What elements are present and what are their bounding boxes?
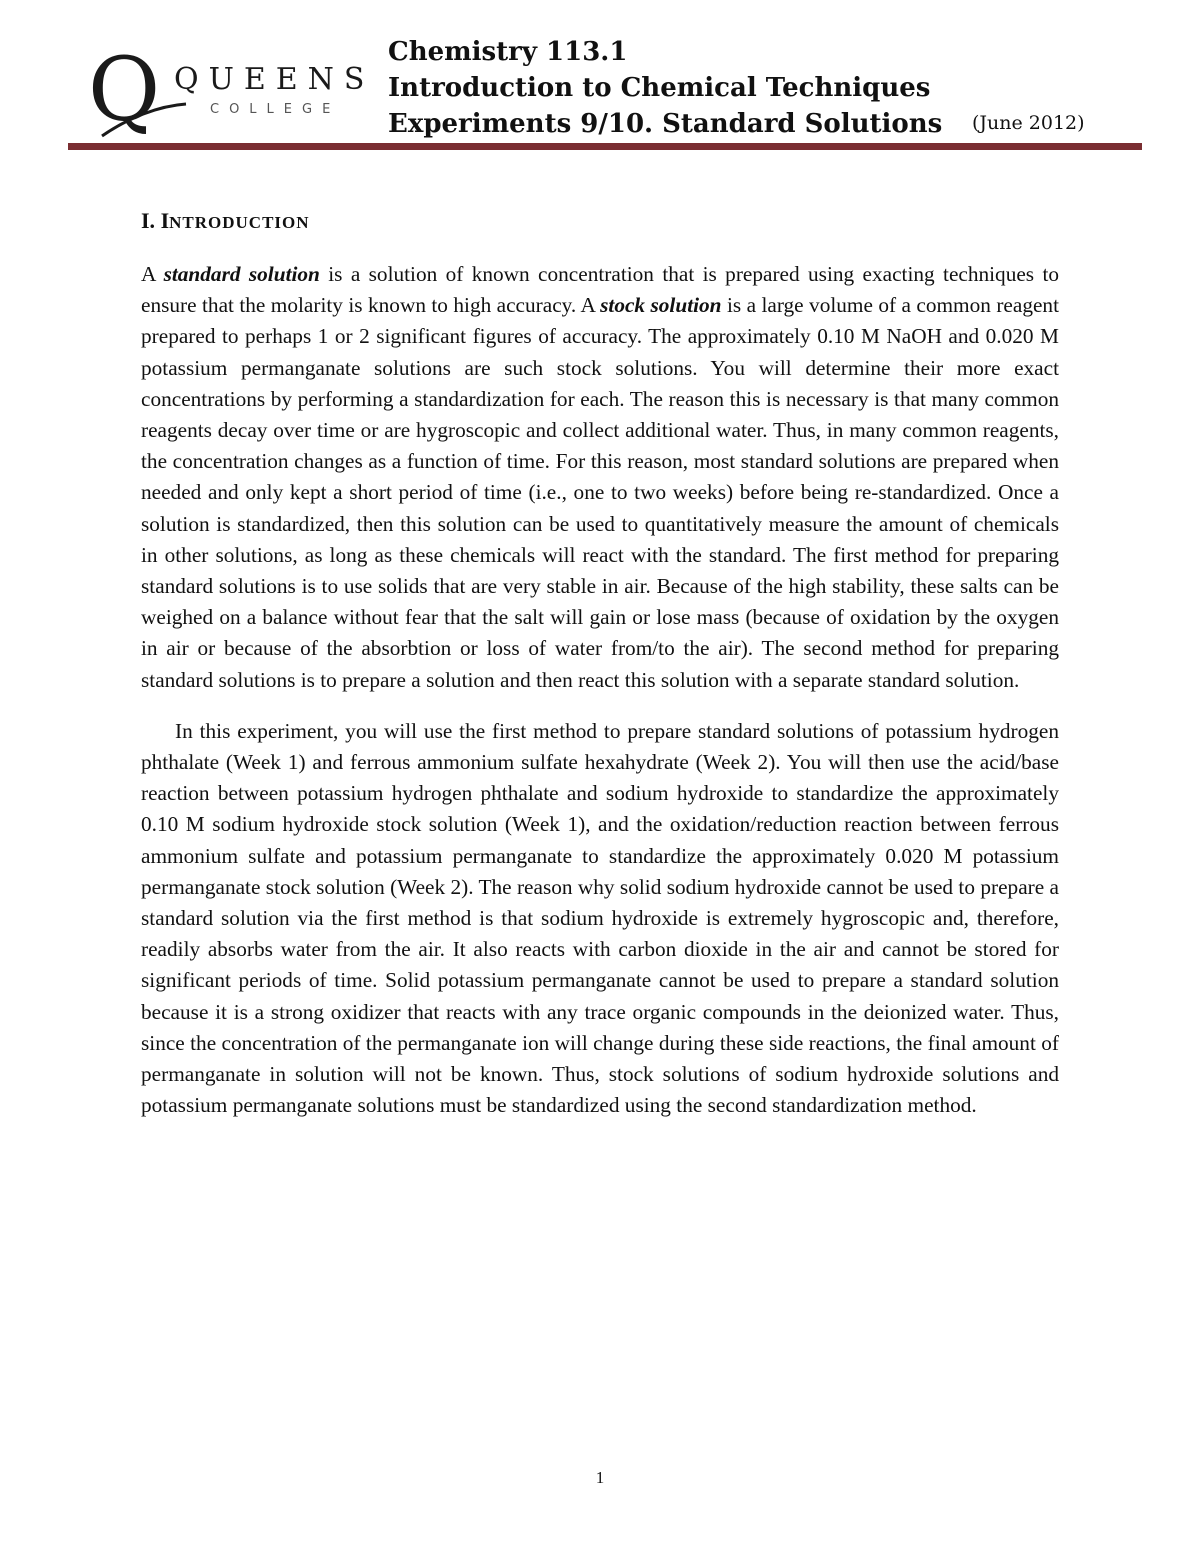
- section-numeral: I.: [141, 208, 156, 233]
- page-number: 1: [595, 1468, 605, 1487]
- queens-college-logo: [88, 48, 378, 148]
- experiment-title: Experiments 9/10. Standard Solutions: [388, 109, 943, 139]
- document-date: (June 2012): [972, 112, 1085, 134]
- q-logo-mark-icon: [88, 48, 188, 148]
- course-number: Chemistry 113.1: [388, 37, 628, 67]
- paragraph: In this experiment, you will use the first method to prepare standard solutions of potassium hydrogen phthalate (Week 1) and ferrous ammonium sulfate hexahydrate (Week 2). You will then use the acid/base reaction between potassium hydrogen phthalate and sodium hydroxide to standardize the approximately 0.10 M sodium hydroxide stock solution (Week 1), and the oxidation/reduction reaction between ferrous ammonium sulfate and potassium permanganate to standardize the approximately 0.020 M potassium permanganate stock solution (Week 2). The reason why solid sodium hydroxide cannot be used to prepare a standard solution via the first method is that sodium hydroxide is extremely hygroscopic and, therefore, readily absorbs water from the air. It also reacts with carbon dioxide in the air and cannot be stored for significant periods of time. Solid potassium permanganate cannot be used to prepare a standard solution because it is a strong oxidizer that reacts with any trace organic compounds in the deionized water. Thus, since the concentration of the permanganate ion will change during these side reactions, the final amount of permanganate in solution will not be known. Thus, stock solutions of sodium hydroxide solutions and potassium permanganate solutions must be standardized using the second standardization method.: [141, 718, 1059, 1118]
- logo-subword: COLLEGE: [210, 102, 341, 117]
- header-divider: [68, 143, 1142, 150]
- section-title-rest: NTRODUCTION: [169, 213, 310, 232]
- term-stock-solution: stock solution: [600, 293, 722, 318]
- paragraph-text: is a large volume of a common reagent prepared to perhaps 1 or 2 significant figures of accuracy. The approximately 0.10 M NaOH and 0.020 M potassium permanganate solutions are such stock solutions. You will determine their more exact concentrations by performing a standardization for each. The reason this is necessary is that many common reagents decay over time or are hygroscopic and collect additional water. Thus, in many common reagents, the concentration changes as a function of time. For this reason, most standard solutions are prepared when needed and only kept a short period of time (i.e., one to two weeks) before being re-standardized. Once a solution is standardized, then this solution can be used to quantitatively measure the amount of chemicals in other solutions, as long as these chemicals will react with the standard. The first method for preparing standard solutions is to use solids that are very stable in air. Because of the high stability, these salts can be weighed on a balance without fear that the salt will gain or lose mass (because of oxidation by the oxygen in air or because of the absorbtion or loss of water from/to the air). The second method for preparing standard solutions is to prepare a solution and then react this solution with a separate standard solution.: [141, 293, 1059, 692]
- section-initial: I: [160, 208, 170, 233]
- paragraph-text: is a solution of known concentration that is prepared using exacting techniques to ensure that the molarity is known to high accuracy. A: [141, 262, 1060, 318]
- term-standard-solution: standard solution: [163, 262, 320, 286]
- introduction-body: [141, 259, 1059, 1121]
- course-title: Introduction to Chemical Techniques: [388, 73, 931, 103]
- paragraph: [141, 259, 1059, 696]
- paragraph-text: A: [141, 262, 164, 286]
- section-heading: [141, 208, 310, 234]
- logo-wordmark: QUEENS: [174, 62, 375, 97]
- document-header: [388, 34, 942, 142]
- logo-letter: Q: [88, 48, 161, 141]
